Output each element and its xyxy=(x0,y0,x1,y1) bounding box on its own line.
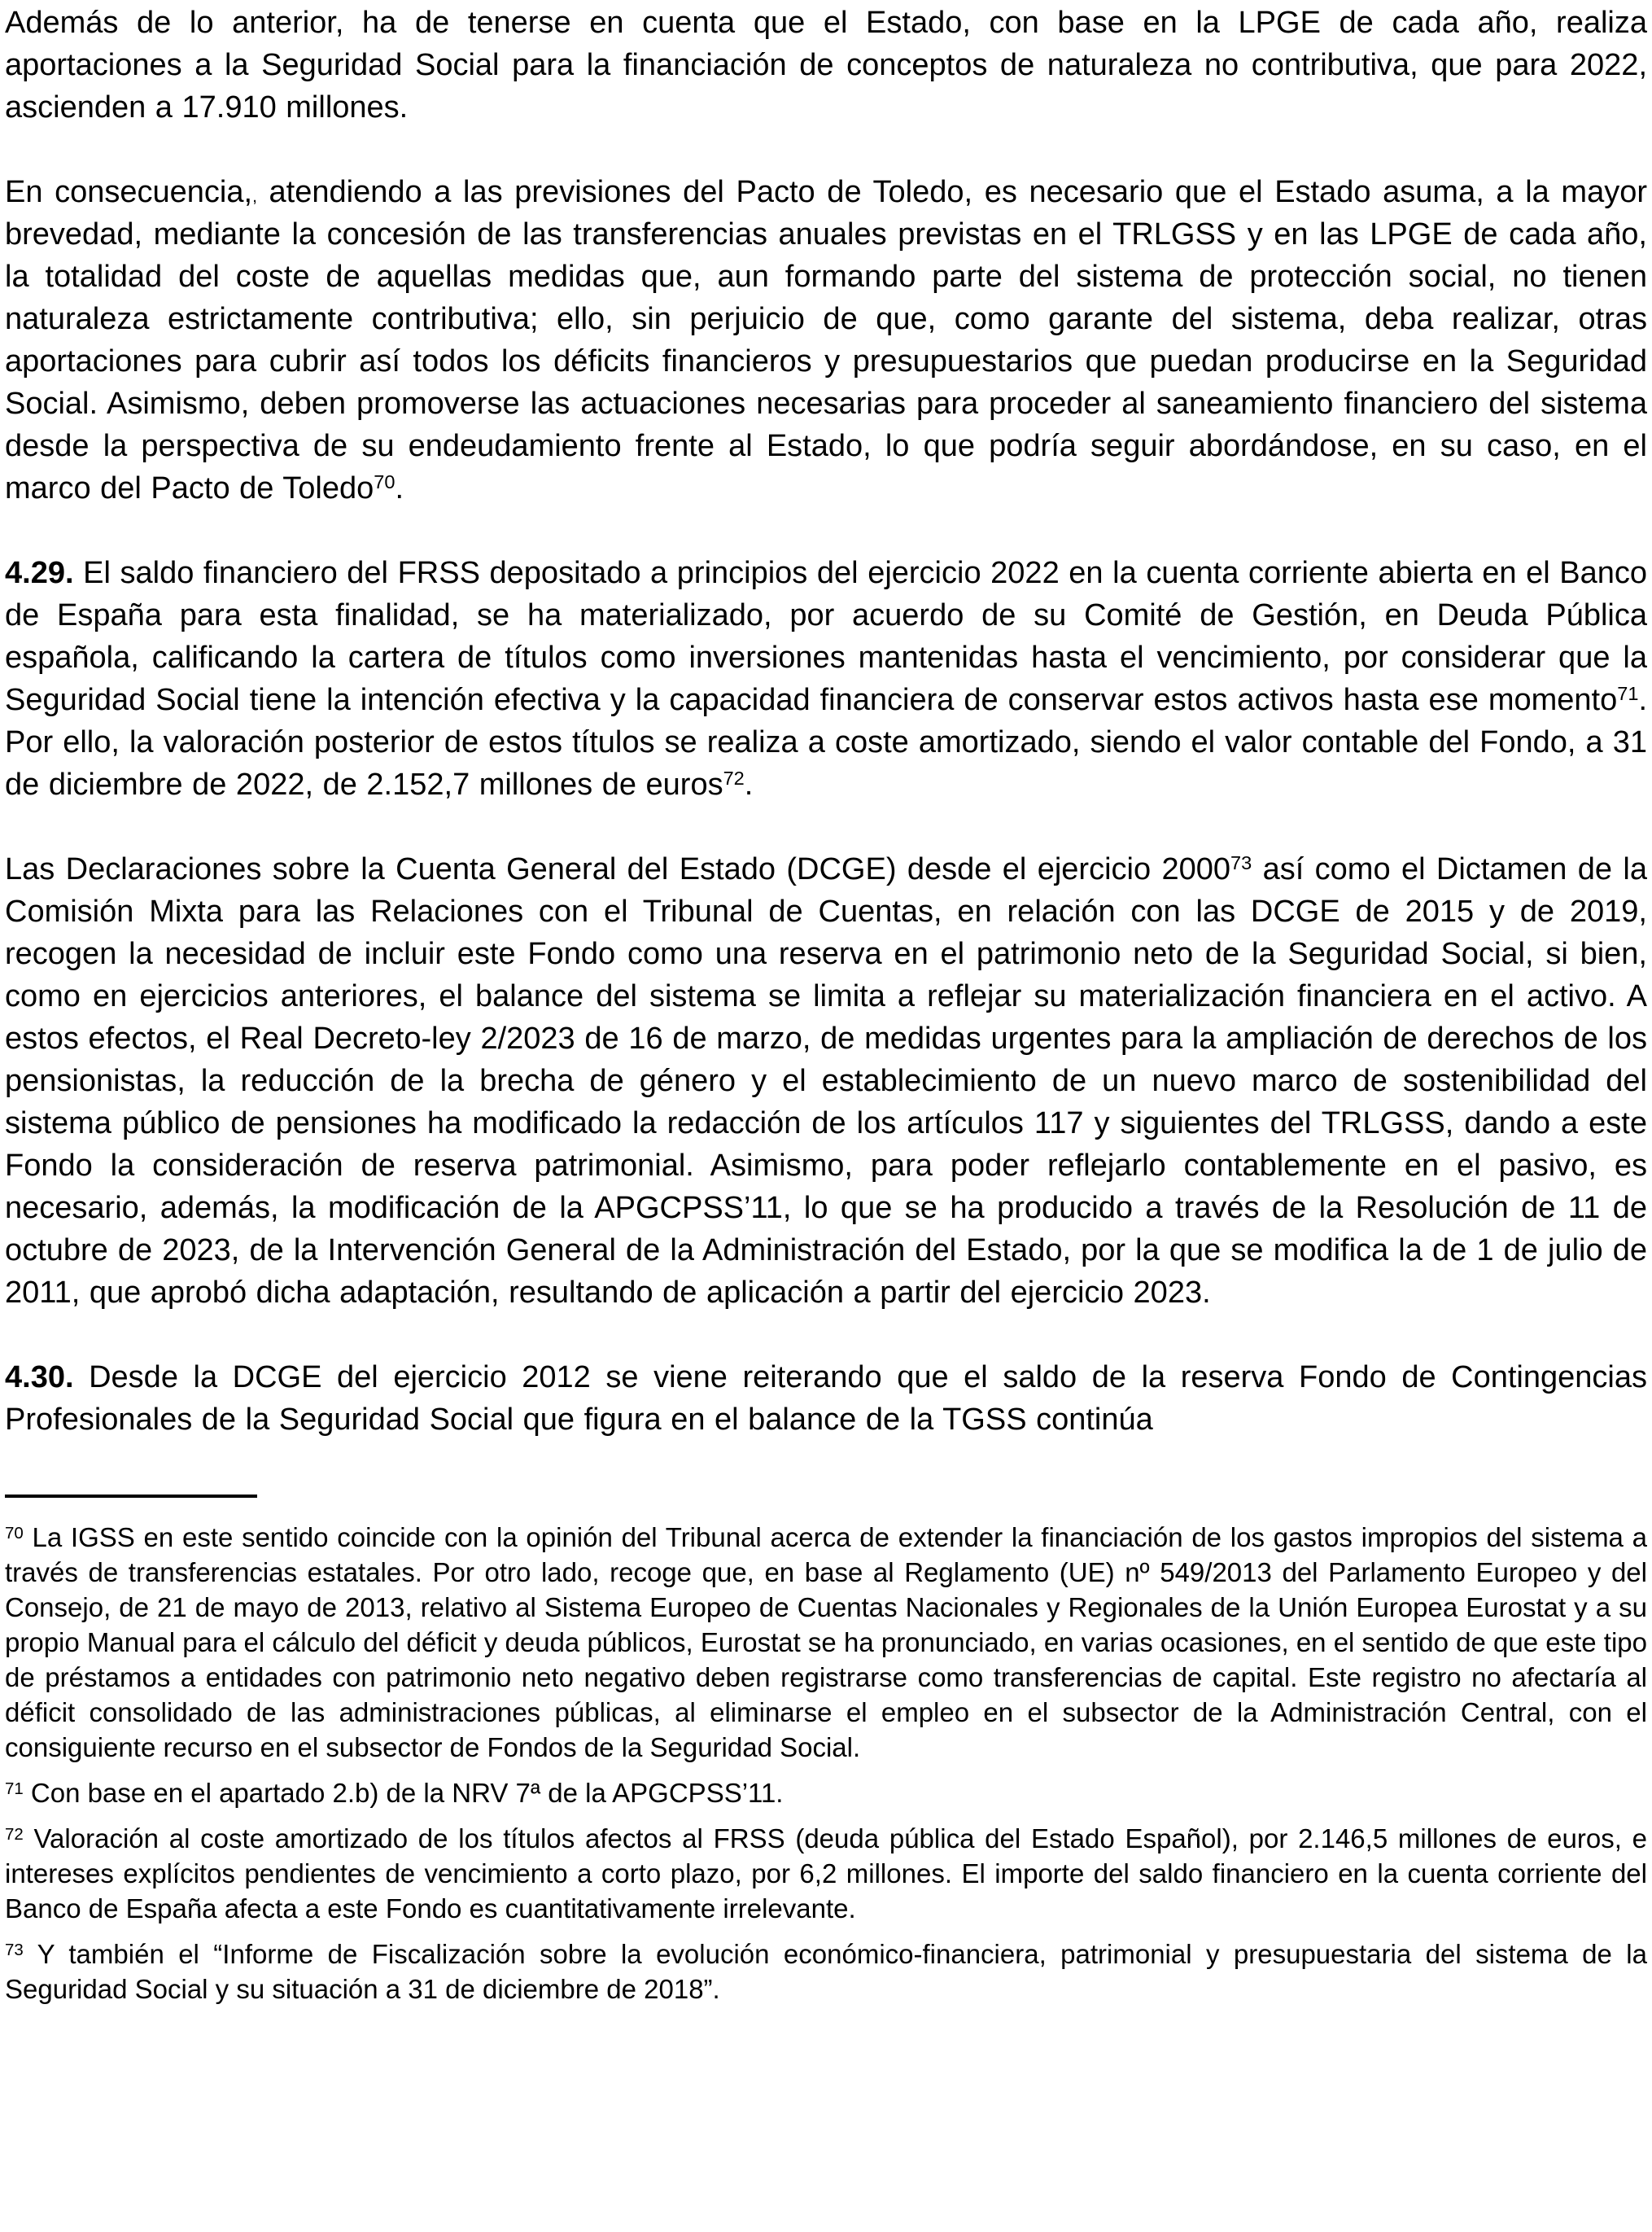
footnotes xyxy=(5,1520,1647,2007)
footnote-marker: 71 xyxy=(5,1779,24,1798)
text-run: El saldo financiero del FRSS depositado a principios del ejercicio 2022 en la cuenta corriente abierta en el Banco de España para esta finalidad, se ha materializado, por acuerdo de su Comité de Gestión, en Deuda Pública española, calificando la cartera de títulos como inversiones mantenidas hasta el vencimiento, por considerar que la Seguridad Social tiene la intención efectiva y la capacidad financiera de conservar estos activos hasta ese momento xyxy=(5,556,1647,717)
text-run: Desde la DCGE del ejercicio 2012 se viene reiterando que el saldo de la reserva Fondo de Contingencias Profesionales de la Seguridad Social que figura en el balance de la TGSS continúa xyxy=(5,1360,1647,1437)
body-paragraph xyxy=(5,848,1647,1314)
body-paragraph xyxy=(5,171,1647,510)
text-run: . Por ello, la valoración posterior de estos títulos se realiza a coste amortizado, siendo el valor contable del Fondo, a 31 de diciembre de 2022, de 2.152,7 millones de euros xyxy=(5,683,1647,802)
text-run: La IGSS en este sentido coincide con la opinión del Tribunal acerca de extender la financiación de los gastos impropios del sistema a través de transferencias estatales. Por otro lado, recoge que, en base al Reglamento (UE) nº 549/2013 del Parlamento Europeo y del Consejo, de 21 de mayo de 2013, relativo al Sistema Europeo de Cuentas Nacionales y Regionales de la Unión Europea Eurostat y a su propio Manual para el cálculo del déficit y deuda públicos, Eurostat se ha pronunciado, en varias ocasiones, en el sentido de que este tipo de préstamos a entidades con patrimonio neto negativo deben registrarse como transferencias de capital. Este registro no afectaría al déficit consolidado de las administraciones públicas, al eliminarse el empleo en el subsector de la Administración Central, con el consiguiente recurso en el subsector de Fondos de la Seguridad Social. xyxy=(5,1522,1648,1762)
footnote xyxy=(5,1821,1647,1926)
text-run: atendiendo a las previsiones del Pacto de Toledo, es necesario que el Estado asuma, a la mayor brevedad, mediante la concesión de las transferencias anuales previstas en el TRLGSS y en las LPGE de cada año, la totalidad del coste de aquellas medidas que, aun formando parte del sistema de protección social, no tienen naturaleza estrictamente contributiva; ello, sin perjuicio de que, como garante del sistema, deba realizar, otras aportaciones para cubrir así todos los déficits financieros y presupuestarios que puedan producirse en la Seguridad Social. Asimismo, deben promoverse las actuaciones necesarias para proceder al saneamiento financiero del sistema desde la perspectiva de su endeudamiento frente al Estado, lo que podría seguir abordándose, en su caso, en el marco del Pacto de Toledo xyxy=(5,175,1648,505)
text-run: Con base en el apartado 2.b) de la NRV 7ª de la APGCPSS’11. xyxy=(30,1778,784,1808)
text-run: . xyxy=(395,471,404,505)
footnote xyxy=(5,1937,1647,2007)
text-run: , xyxy=(252,187,257,206)
footnote-reference: 70 xyxy=(374,471,396,493)
text-run: En consecuencia, xyxy=(5,175,253,209)
body-paragraph xyxy=(5,1356,1647,1441)
footnote xyxy=(5,1520,1647,1765)
footnote-separator xyxy=(5,1495,257,1498)
footnote-reference: 71 xyxy=(1617,683,1639,705)
text-run: Las Declaraciones sobre la Cuenta General del Estado (DCGE) desde el ejercicio 2000 xyxy=(5,852,1231,886)
body-paragraph xyxy=(5,552,1647,806)
text-run: . xyxy=(744,768,754,802)
footnote-marker: 70 xyxy=(5,1523,24,1543)
text-run: Valoración al coste amortizado de los títulos afectos al FRSS (deuda pública del Estado Español), por 2.146,5 millones de euros, e intereses explícitos pendientes de vencimiento a corto plazo, por 6,2 millones. El importe del saldo financiero en la cuenta corriente del Banco de España afecta a este Fondo es cuantitativamente irrelevante. xyxy=(5,1823,1648,1923)
footnote-marker: 72 xyxy=(5,1824,24,1844)
footnote-reference: 73 xyxy=(1230,852,1252,874)
footnote-marker: 73 xyxy=(5,1940,24,1959)
footnote xyxy=(5,1775,1647,1810)
body-paragraph xyxy=(5,2,1647,129)
body-text xyxy=(5,2,1647,1441)
paragraph-number: 4.30. xyxy=(5,1360,74,1394)
text-run: Además de lo anterior, ha de tenerse en cuenta que el Estado, con base en la LPGE de cada año, realiza aportaciones a la Seguridad Social para la financiación de conceptos de naturaleza no contributiva, que para 2022, ascienden a 17.910 millones. xyxy=(5,6,1647,125)
footnote-reference: 72 xyxy=(723,768,745,790)
text-run: Y también el “Informe de Fiscalización sobre la evolución económico-financiera, patrimonial y presupuestaria del sistema de la Seguridad Social y su situación a 31 de diciembre de 2018”. xyxy=(5,1939,1647,2004)
paragraph-number: 4.29. xyxy=(5,556,74,590)
text-run: así como el Dictamen de la Comisión Mixta para las Relaciones con el Tribunal de Cuentas, en relación con las DCGE de 2015 y de 2019, recogen la necesidad de incluir este Fondo como una reserva en el patrimonio neto de la Seguridad Social, si bien, como en ejercicios anteriores, el balance del sistema se limita a reflejar su materialización financiera en el activo. A estos efectos, el Real Decreto-ley 2/2023 de 16 de marzo, de medidas urgentes para la ampliación de derechos de los pensionistas, la reducción de la brecha de género y el establecimiento de un nuevo marco de sostenibilidad del sistema público de pensiones ha modificado la redacción de los artículos 117 y siguientes del TRLGSS, dando a este Fondo la consideración de reserva patrimonial. Asimismo, para poder reflejarlo contablemente en el pasivo, es necesario, además, la modificación de la APGCPSS’11, lo que se ha producido a través de la Resolución de 11 de octubre de 2023, de la Intervención General de la Administración del Estado, por la que se modifica la de 1 de julio de 2011, que aprobó dicha adaptación, resultando de aplicación a partir del ejercicio 2023. xyxy=(5,852,1647,1310)
